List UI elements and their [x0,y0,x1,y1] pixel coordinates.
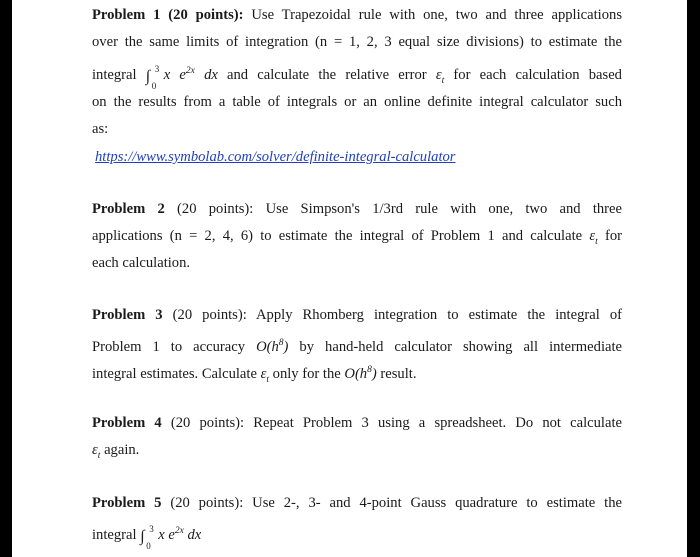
integral-upper-limit: 3 [154,63,160,74]
problem-3-line-2: Problem 1 to accuracy $O(h^8)$ by hand-held calculator showing all intermediate [92,338,623,355]
problem-1-text-3b: for each calculation based [453,66,622,83]
symbolab-link[interactable]: https://www.symbolab.com/solver/definite-integral-calculator [95,149,456,165]
problem-3-line-1: Problem 3 (20 points): Apply Rhomberg integration to estimate the integral of [92,307,622,323]
relative-error-symbol: $\varepsilon_t$ [589,228,598,247]
problem-1-points: (20 points): [168,7,244,23]
relative-error-symbol: $\varepsilon_t$ [260,365,269,385]
problem-1-label: Problem 1 [92,7,161,23]
problem-2-line-1: Problem 2 (20 points): Use Simpson's 1/3rd rule with one, two and three [92,201,622,217]
relative-error-symbol: $\varepsilon_t$ [92,442,101,461]
problem-5-line-1: Problem 5 (20 points): Use 2-, 3- and 4-point Gauss quadrature to estimate the [92,495,622,511]
problem-1-line-2: over the same limits of integration (n = 1, 2, 3 equal size divisions) to estimate the [92,34,622,50]
problem-1-text: Use Trapezoidal rule with one, two and three applications [251,7,622,23]
integral-symbol: ∫ 3 0 [140,523,154,551]
problem-3-line-3: integral estimates. Calculate $\varepsilon_t$ only for the $O(h^8)$ result. [92,365,417,385]
problem-2-line-2: applications (n = 2, 4, 6) to estimate the integral of Problem 1 and calculate $\varepsilon_t$ for [92,228,622,247]
problem-1-line-1 [92,6,622,24]
relative-error-symbol: $\varepsilon_t$ [435,66,445,86]
problem-5-line-2: integral ∫ 3 0 x $e^{2x}$ dx [92,523,202,551]
integral-word: integral [92,66,137,83]
integrand: x $e^{2x}$ dx [163,66,218,83]
problem-1-line-3 [92,62,622,90]
problem-1-line-4: on the results from a table of integrals or an online definite integral calculator such [92,94,622,110]
problem-3-label: Problem 3 [92,307,163,323]
problem-1-text-3: and calculate the relative error [227,66,427,83]
problem-2-line-3: each calculation. [92,255,191,271]
integrand: x $e^{2x}$ dx [158,526,202,543]
problem-4-line-2: $\varepsilon_t$ again. [92,442,140,461]
document-page [12,0,687,557]
integral-symbol: ∫ 3 0 [146,68,164,86]
problem-4-line-1: Problem 4 (20 points): Repeat Problem 3 using a spreadsheet. Do not calculate [92,415,622,431]
problem-4-label: Problem 4 [92,415,162,431]
big-o-h8: $O(h^8)$ [344,365,377,382]
problem-2-label: Problem 2 [92,201,165,217]
big-o-h8: $O(h^8)$ [256,338,289,355]
problem-5-label: Problem 5 [92,495,162,511]
integral-lower-limit: 0 [151,80,157,91]
problem-1-line-5: as: [92,121,109,137]
